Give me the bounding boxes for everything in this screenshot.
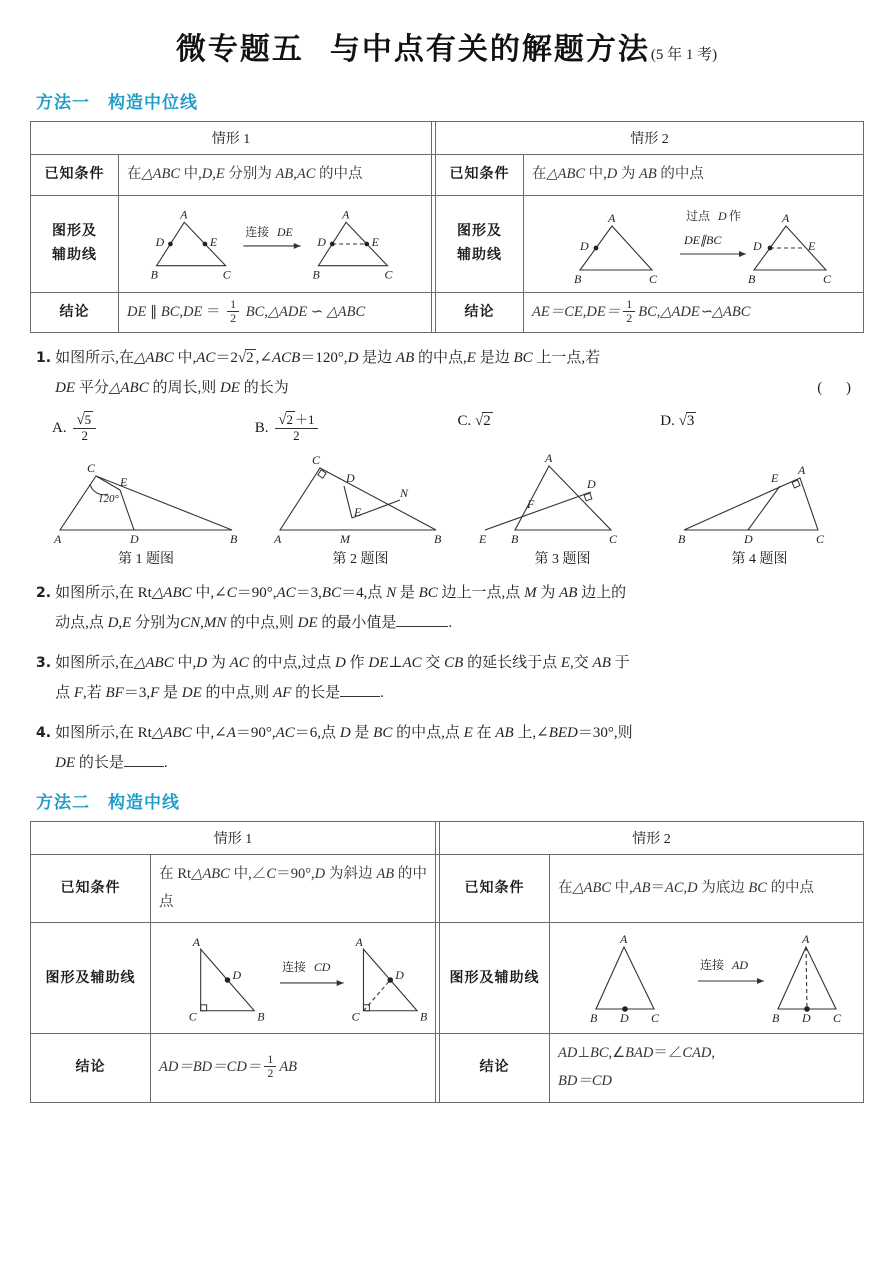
svg-text:B: B (573, 271, 581, 286)
svg-text:E: E (807, 238, 815, 253)
question-1-body (55, 343, 861, 403)
rowhead-known-1: 已知条件 (31, 155, 119, 196)
case2-figure (524, 195, 864, 292)
svg-text:连接: 连接 (245, 224, 270, 239)
case2-conclusion: AE＝CE,DE＝ $\frac{1}{2}$ BC,△ADE∽△ABC (524, 292, 864, 333)
svg-text:A: A (274, 532, 282, 547)
svg-text:D: D (717, 208, 727, 223)
question-4 (36, 718, 861, 778)
svg-text:A: A (801, 932, 809, 947)
svg-text:F: F (527, 497, 535, 512)
m2-rowhead-conclusion-2: 结论 (440, 1034, 550, 1102)
svg-text:B: B (257, 1010, 265, 1025)
figure-caption-2: 第 2 题图 (332, 552, 389, 568)
page-title (30, 0, 863, 74)
table-row-case-headers (31, 122, 864, 155)
svg-text:B: B (771, 1011, 779, 1026)
svg-text:B: B (420, 1010, 427, 1025)
choice-c-key: C. (457, 413, 472, 430)
svg-text:E: E (354, 505, 362, 520)
svg-text:C: C (816, 532, 825, 547)
rowhead-figure-2-l1: 图形及 (457, 223, 502, 240)
choice-c-value: √2 (475, 413, 491, 430)
choice-b-key: B. (254, 420, 269, 437)
svg-text:A: A (545, 451, 553, 466)
table-row-conclusion (31, 292, 864, 333)
method-two-table (30, 821, 864, 1102)
svg-text:D: D (317, 234, 326, 249)
rowhead-figure-2-l2: 辅助线 (457, 246, 502, 263)
case1-figure (119, 195, 432, 292)
svg-text:D: D (744, 532, 753, 547)
question-2-figure (268, 450, 453, 546)
svg-text:A: A (607, 210, 615, 225)
svg-text:B: B (678, 532, 686, 547)
svg-text:E: E (479, 532, 487, 547)
method-two-label: 方法二 (36, 793, 90, 814)
svg-text:B: B (511, 532, 519, 547)
svg-text:B: B (434, 532, 442, 547)
question-1-answer-bracket: ( ) (817, 380, 861, 397)
svg-text:N: N (400, 486, 409, 501)
svg-text:E: E (209, 234, 218, 249)
svg-text:B: B (312, 267, 320, 282)
choice-b-value: $\frac{√2 +1}{2}$ (275, 412, 317, 443)
method-two-heading (36, 788, 863, 813)
method-two-name: 构造中线 (108, 793, 180, 814)
svg-text:作: 作 (728, 208, 741, 223)
case1-known: 在△ABC 中,D,E 分别为 AB,AC 的中点 (119, 155, 432, 196)
question-1-line1: 如图所示,在△ABC 中,AC＝2√2 ,∠ACB＝120°,D 是边 AB 的中点,E 是边 BC 上一点,若 (55, 350, 601, 367)
rowhead-figure-1 (31, 195, 119, 292)
svg-text:C: C (832, 1011, 841, 1026)
svg-text:A: A (619, 932, 627, 947)
svg-text:B: B (150, 267, 158, 282)
svg-text:E: E (371, 234, 379, 249)
svg-text:DE∥BC: DE∥BC (683, 232, 721, 247)
method-one-table (30, 121, 864, 333)
m2-case2-conclusion-l1: AD⊥BC,∠BAD＝∠CAD, (558, 1045, 715, 1062)
svg-text:C: C (87, 461, 96, 476)
svg-text:D: D (752, 238, 762, 253)
midsegment-diagram-1 (127, 204, 423, 284)
rowhead-conclusion-1: 结论 (31, 292, 119, 333)
svg-text:C: C (384, 267, 393, 282)
svg-text:连接: 连接 (282, 960, 306, 975)
choice-b[interactable] (255, 413, 458, 444)
svg-text:C: C (351, 1010, 360, 1025)
rowhead-figure-1-l2: 辅助线 (52, 246, 97, 263)
m2-rowhead-figure-1: 图形及辅助线 (31, 923, 151, 1034)
median-diagram-2 (562, 929, 852, 1027)
question-1-number: 1. (36, 350, 52, 367)
table-row-case-headers (31, 822, 864, 855)
svg-text:AD: AD (731, 958, 748, 973)
svg-text:E: E (120, 475, 128, 490)
svg-text:A: A (798, 463, 806, 478)
svg-text:C: C (648, 271, 657, 286)
m2-rowhead-conclusion-1: 结论 (31, 1034, 151, 1102)
svg-text:C: C (609, 532, 618, 547)
question-2-number: 2. (36, 585, 52, 602)
question-1-figure (46, 450, 246, 546)
rowhead-conclusion-2: 结论 (436, 292, 524, 333)
answer-blank-2[interactable] (396, 626, 448, 627)
m2-case2-figure (550, 923, 864, 1034)
question-3-body (55, 648, 861, 708)
svg-text:C: C (650, 1011, 659, 1026)
question-2-line1: 如图所示,在 Rt△ABC 中,∠C＝90°,AC＝3,BC＝4,点 N 是 BC 边上一点,点 M 为 AB 边上的 (55, 585, 627, 602)
question-2-body (55, 578, 861, 638)
choice-d[interactable] (660, 413, 863, 444)
figure-cell-1 (46, 450, 246, 568)
m2-rowhead-known-2: 已知条件 (440, 855, 550, 923)
svg-text:C: C (222, 267, 231, 282)
m2-case1-figure (151, 923, 436, 1034)
rowhead-figure-2 (436, 195, 524, 292)
question-2-line2: 动点,点 D,E 分别为CN,MN 的中点,则 DE 的最小值是 . (55, 615, 453, 632)
m2-case1-known: 在 Rt△ABC 中,∠C＝90°,D 为斜边 AB 的中点 (151, 855, 436, 923)
svg-text:D: D (130, 532, 139, 547)
midsegment-diagram-2 (534, 202, 854, 286)
method-one-label: 方法一 (36, 93, 90, 113)
figure-caption-4: 第 4 题图 (731, 552, 788, 568)
svg-text:过点: 过点 (685, 208, 710, 223)
m2-case1-conclusion: AD＝BD＝CD＝ $\frac{1}{2}$ AB (151, 1034, 436, 1102)
svg-text:D: D (346, 471, 355, 486)
rowhead-known-2: 已知条件 (436, 155, 524, 196)
choice-d-value: √3 (678, 413, 695, 430)
svg-text:连接: 连接 (699, 958, 724, 973)
svg-text:B: B (230, 532, 238, 547)
question-1-line2: DE 平分△ABC 的周长,则 DE 的长为 (55, 380, 289, 397)
table-row-conclusion (31, 1034, 864, 1102)
svg-text:DE: DE (276, 224, 293, 239)
title-subject: 与中点有关的解题方法 (329, 32, 650, 67)
question-4-line2: DE 的长是 . (55, 755, 168, 772)
method-one-name: 构造中位线 (108, 93, 198, 113)
svg-text:A: A (54, 532, 62, 547)
m2-case-header-2: 情形 2 (440, 822, 864, 855)
svg-text:C: C (312, 453, 321, 468)
question-3-figure (475, 450, 650, 546)
case-header-1: 情形 1 (31, 122, 432, 155)
method-one-heading (36, 88, 863, 113)
svg-text:D: D (232, 968, 242, 983)
svg-text:A: A (355, 935, 363, 950)
svg-text:A: A (180, 206, 188, 221)
answer-blank-4[interactable] (124, 766, 164, 767)
svg-text:D: D (155, 234, 165, 249)
figure-cell-3 (475, 450, 650, 568)
question-4-number: 4. (36, 725, 52, 742)
choice-a-value: $\frac{√5}{2}$ (73, 412, 96, 443)
title-main: 微专题五 (175, 32, 304, 67)
median-diagram-1 (159, 929, 427, 1027)
case1-conclusion: DE ∥ BC,DE ＝ $\frac{1}{2}$ BC,△ADE ∽ △ABC (119, 292, 432, 333)
figure-caption-3: 第 3 题图 (534, 552, 591, 568)
table-row-known (31, 155, 864, 196)
title-note: (5 年 1 考) (650, 47, 718, 63)
svg-text:M: M (340, 532, 350, 547)
question-4-figure (672, 450, 847, 546)
question-3-number: 3. (36, 655, 52, 672)
svg-text:B: B (589, 1011, 597, 1026)
question-2 (36, 578, 861, 638)
svg-text:E: E (771, 471, 779, 486)
question-figures-strip (46, 450, 847, 568)
figure-cell-2 (268, 450, 453, 568)
choice-a-key: A. (52, 420, 67, 437)
answer-blank-3[interactable] (340, 696, 380, 697)
svg-text:B: B (747, 271, 755, 286)
svg-text:120°: 120° (98, 493, 119, 506)
m2-case2-conclusion (550, 1034, 864, 1102)
svg-text:D: D (619, 1011, 629, 1026)
svg-text:D: D (587, 477, 596, 492)
svg-text:C: C (188, 1010, 197, 1025)
m2-case2-conclusion-l2: BD＝CD (558, 1072, 612, 1089)
table-row-figure (31, 195, 864, 292)
question-1 (36, 343, 861, 403)
figure-caption-1: 第 1 题图 (118, 552, 174, 568)
table-row-figure (31, 923, 864, 1034)
figure-cell-4 (672, 450, 847, 568)
choice-a[interactable] (52, 413, 255, 444)
choice-c[interactable] (458, 413, 661, 444)
case-header-2: 情形 2 (436, 122, 864, 155)
m2-case-header-1: 情形 1 (31, 822, 436, 855)
question-3-line2: 点 F,若 BF＝3,F 是 DE 的中点,则 AF 的长是 . (55, 685, 384, 702)
m2-rowhead-known-1: 已知条件 (31, 855, 151, 923)
svg-text:C: C (822, 271, 831, 286)
table-row-known (31, 855, 864, 923)
svg-text:D: D (395, 968, 404, 983)
svg-text:A: A (781, 210, 789, 225)
question-3 (36, 648, 861, 708)
svg-text:D: D (579, 238, 589, 253)
question-1-choices (52, 413, 863, 444)
svg-text:A: A (342, 206, 350, 221)
svg-text:A: A (192, 935, 201, 950)
question-3-line1: 如图所示,在△ABC 中,D 为 AC 的中点,过点 D 作 DE⊥AC 交 CB 的延长线于点 E,交 AB 于 (55, 655, 630, 672)
svg-text:CD: CD (313, 960, 331, 975)
choice-d-key: D. (660, 413, 675, 430)
m2-case2-known: 在△ABC 中,AB＝AC,D 为底边 BC 的中点 (550, 855, 864, 923)
question-4-body (55, 718, 861, 778)
case2-known: 在△ABC 中,D 为 AB 的中点 (524, 155, 864, 196)
svg-text:D: D (801, 1011, 811, 1026)
rowhead-figure-1-l1: 图形及 (52, 223, 97, 240)
m2-rowhead-figure-2: 图形及辅助线 (440, 923, 550, 1034)
question-4-line1: 如图所示,在 Rt△ABC 中,∠A＝90°,AC＝6,点 D 是 BC 的中点,点 E 在 AB 上,∠BED＝30°,则 (55, 725, 633, 742)
